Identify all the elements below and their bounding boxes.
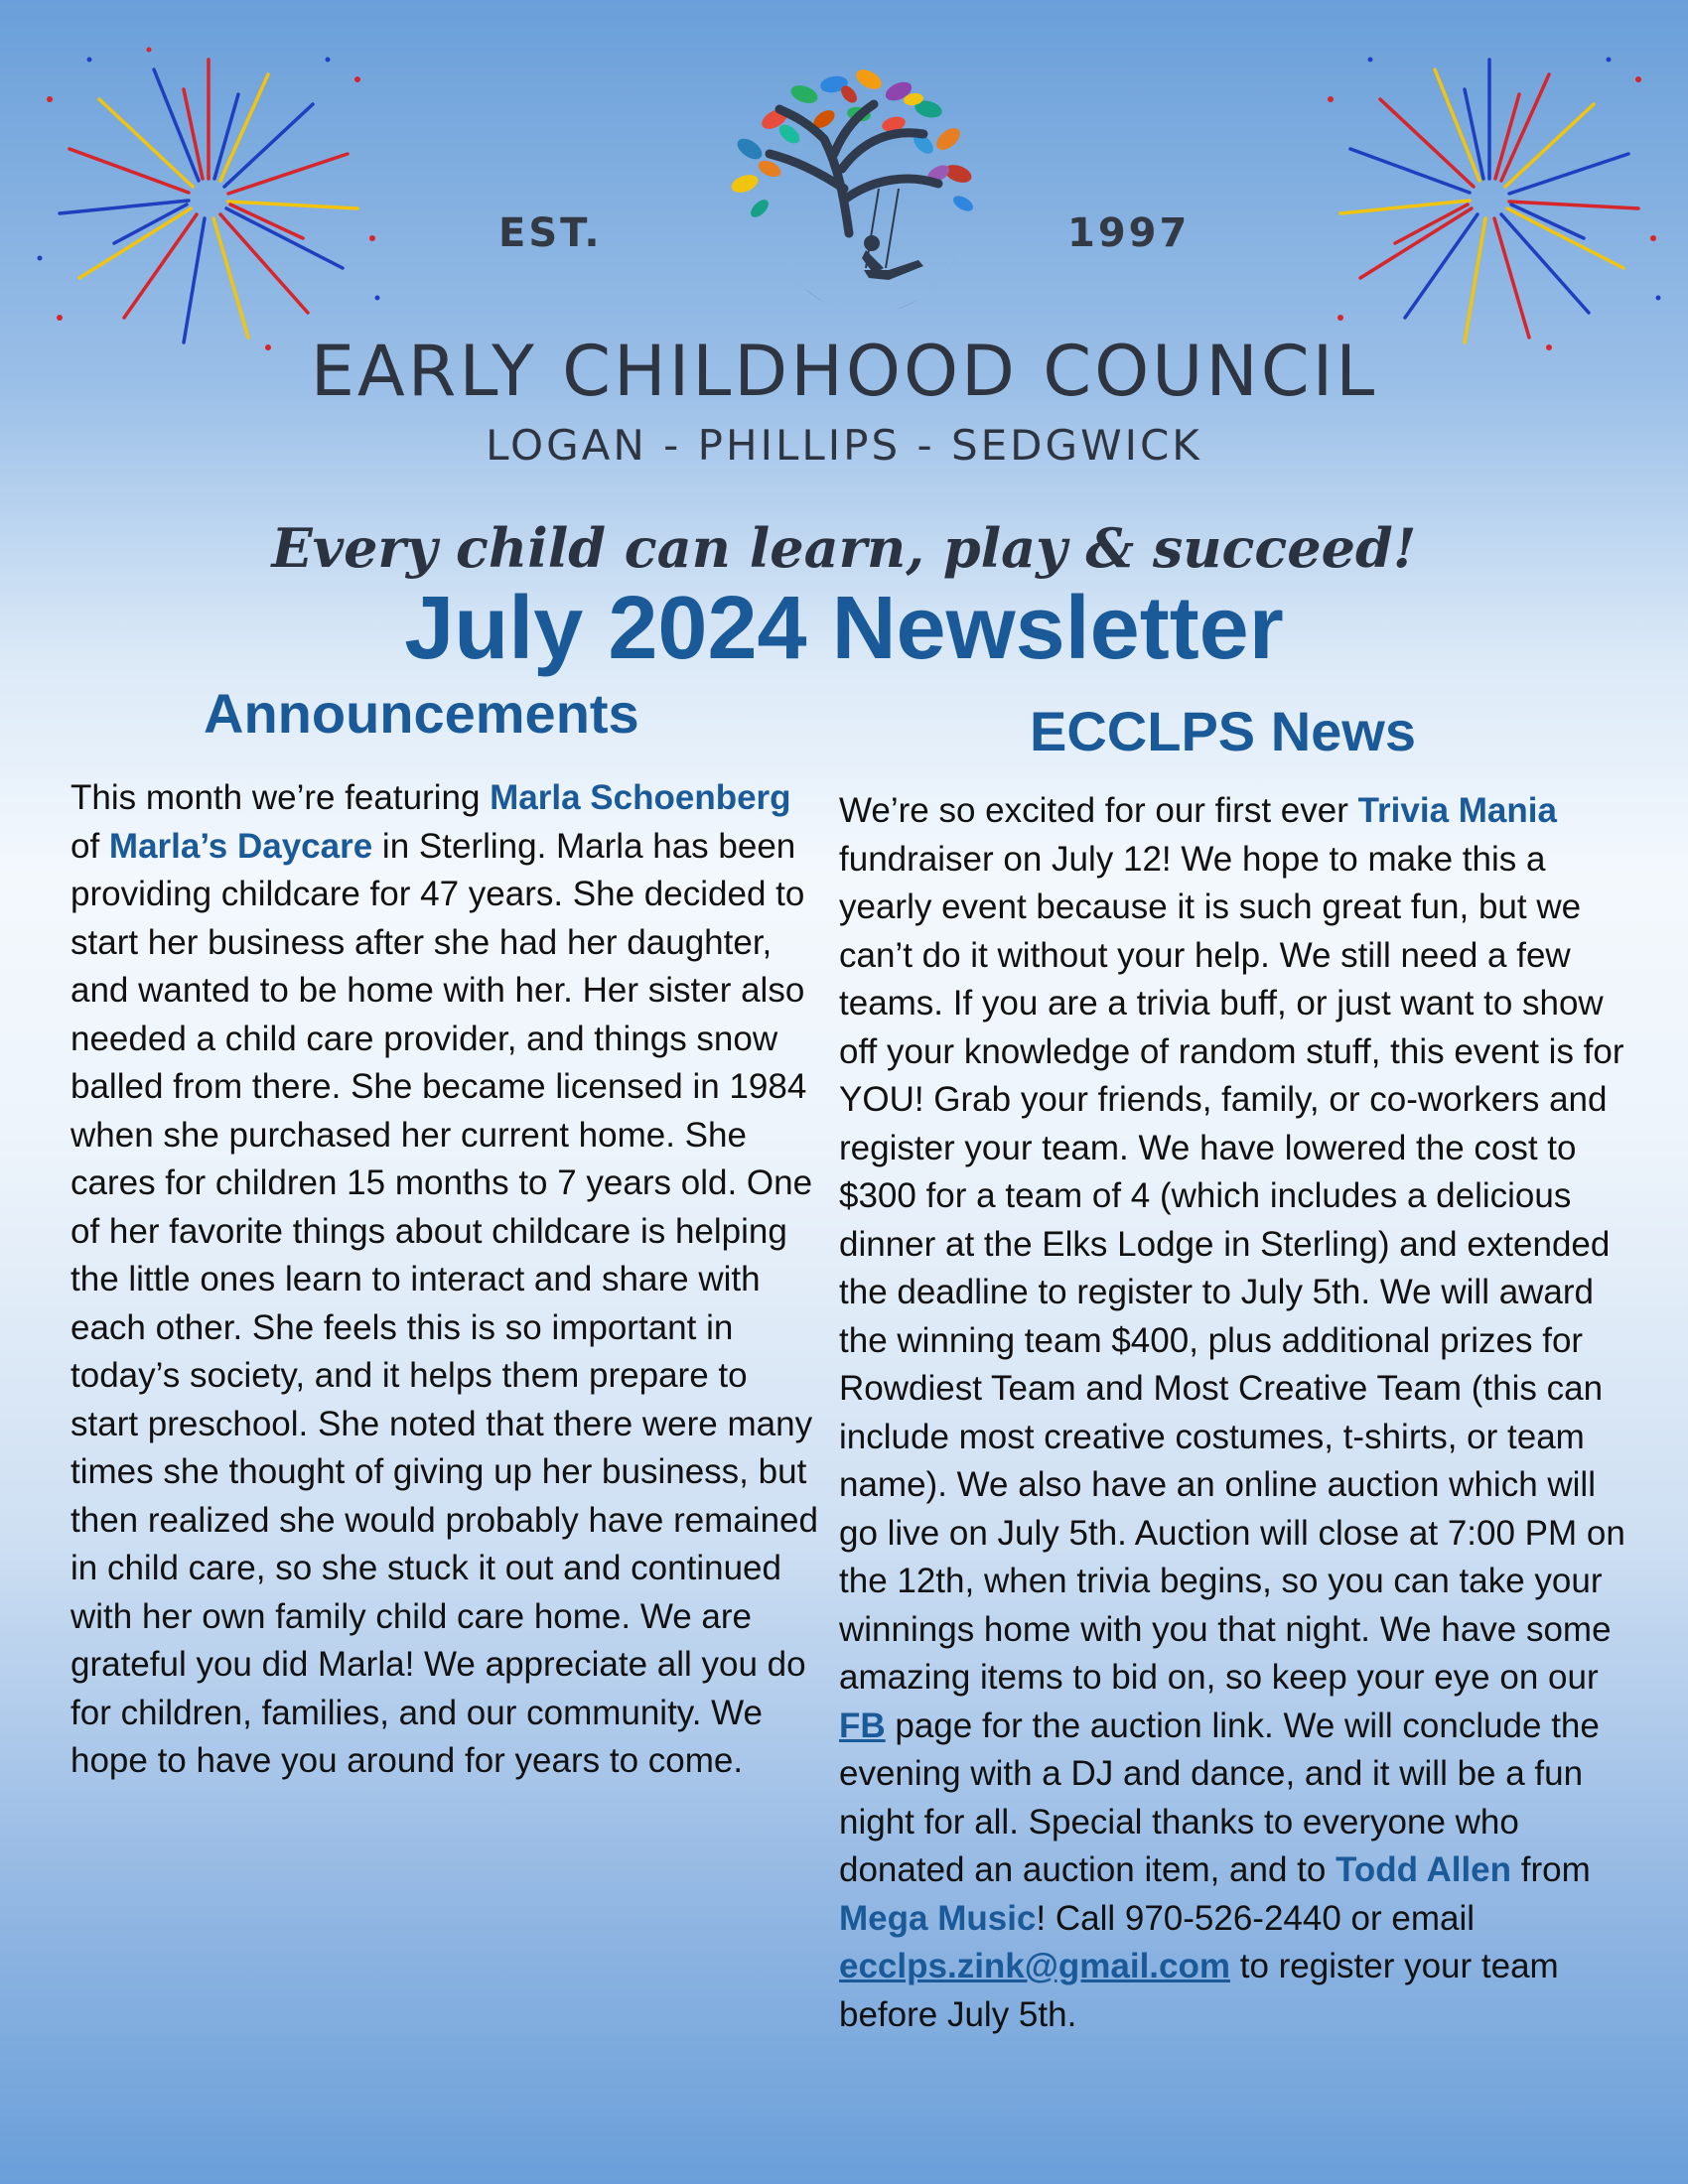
tree-moon-logo [675, 40, 1013, 338]
newsletter-title: July 2024 Newsletter [404, 579, 1284, 678]
org-counties: LOGAN - PHILLIPS - SEDGWICK [486, 421, 1202, 470]
thanks-person-name: Todd Allen [1336, 1850, 1512, 1889]
firework-right-illustration [1311, 35, 1668, 362]
facebook-link[interactable]: FB [839, 1706, 886, 1745]
est-label: EST. [498, 210, 603, 256]
announcements-heading: Announcements [204, 682, 639, 745]
tagline: Every child can learn, play & succeed! [271, 516, 1417, 580]
ecclps-news-heading: ECCLPS News [1030, 700, 1416, 762]
featured-business-name: Marla’s Daycare [108, 826, 373, 866]
firework-left-illustration [30, 35, 387, 362]
announcements-body: This month we’re featuring Marla Schoenberg of Marla’s Daycare in Sterling. Marla has been providing childcare for 47 years. She decided to start her business after she had her daughter, and wanted to be home with her. Her sister also needed a child care provider, and things snow balled from there. She became licensed in 1984 when she purchased her current home. She cares for children 15 months to 7 years old. One of her favorite things about childcare is helping the little ones learn to interact and share with each other. She feels this is so important in today’s society, and it helps them prepare to start preschool. She noted that there were many times she thought of giving up her business, but then realized she would probably have remained in child care, so she stuck it out and continued with her own family child care home. We are grateful you did Marla! We appreciate all you do for children, families, and our community. We hope to have you around for years to come. [70, 778, 818, 1780]
trivia-event-name: Trivia Mania [1357, 791, 1557, 830]
org-name: EARLY CHILDHOOD COUNCIL [310, 331, 1378, 412]
news-body: We’re so excited for our first ever Trivia Mania fundraiser on July 12! We hope to make this a yearly event because it is such great fun, but we can’t do it without your help. We still need a few teams. If you are a trivia buff, or just want to show off your knowledge of random stuff, this event is for YOU! Grab your friends, family, or co-workers and register your team. We have lowered the cost to $300 for a team of 4 (which includes a delicious dinner at the Elks Lodge in Sterling) and extended the deadline to register to July 5th. We will award the winning team $400, plus additional prizes for Rowdiest Team and Most Creative Team (this can include most creative costumes, t-shirts, or team name). We also have an online auction which will go live on July 5th. Auction will close at 7:00 PM on the 12th, when trivia begins, so you can take your winnings home with you that night. We have some amazing items to bid on, so keep your eye on our FB page for the auction link. We will conclude the evening with a DJ and dance, and it will be a fun night for all. Special thanks to everyone who donated an auction item, and to Todd Allen from Mega Music! Call 970-526-2440 or email ecclps.zink@gmail.com to register your team before July 5th. [839, 791, 1625, 2034]
email-link[interactable]: ecclps.zink@gmail.com [839, 1947, 1230, 1985]
est-year: 1997 [1067, 210, 1191, 256]
sponsor-name: Mega Music [839, 1898, 1037, 1938]
featured-provider-name: Marla Schoenberg [490, 778, 791, 817]
